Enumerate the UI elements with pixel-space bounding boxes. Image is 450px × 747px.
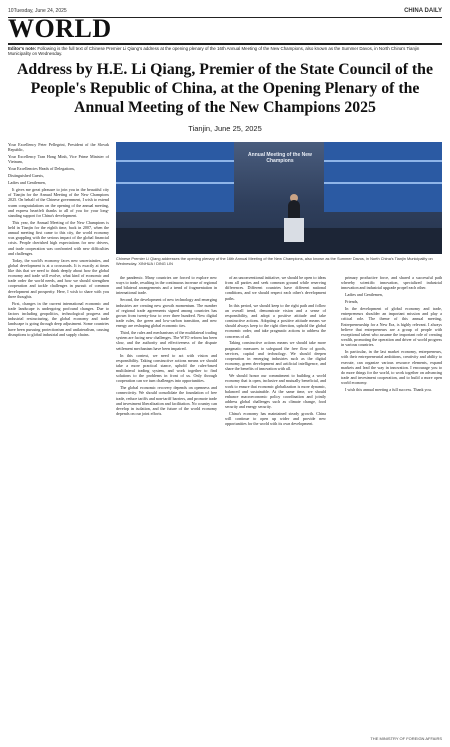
paragraph: In particular, in the last market economy, entrepreneurs, with their entrepreneurial ambitions, creativity and ability to execute, can organize various resource elements, expand markets and lead the way in innovation. I encourage you to do more things for the world, to work together on advancing trade and investment cooperation, and to build a more open world economy. <box>341 349 442 386</box>
paragraph: The global economic recovery depends on openness and connectivity. We should consolidate the foundation of free trade, reduce tariffs and non-tariff barriers, and promote trade and investment liberalization and facilitation. No country can develop in isolation, and the future of the world economy depends on our joint efforts. <box>116 385 217 417</box>
stage-floor <box>116 228 442 254</box>
column-left <box>8 142 109 740</box>
photo-caption: Chinese Premier Li Qiang addresses the opening plenary of the 16th Annual Meeting of the New Champions, also known as the Summer Davos, in North China's Tianjin Municipality on Wednesday. XINHUA / DING LIN <box>116 256 433 266</box>
paragraph: Today, the world's economy faces new uncertainties, and global development is at a crossroads. It is exactly at times like this that we need to think deeply about how the global economy and trade will evolve, what kind of economic and trade order the world needs, and how we should strengthen cooperation and tackle challenges in pursuit of common development and prosperity. Here, I wish to share with you three thoughts. <box>8 257 109 299</box>
paragraph: Ladies and Gentlemen, <box>345 292 383 298</box>
paragraph: Your Excellency Peter Pellegrini, President of the Slovak Republic, <box>8 142 109 153</box>
paragraph: the pandemic. Many countries are forced to explore new ways to trade, resulting in the continuous increase of regional and bilateral arrangements and a trend of fragmentation in international trade. <box>116 275 217 296</box>
paragraph: First, changes in the current international economic and trade landscape is undergoing profound changes. Due to factors including geopolitics, technological progress and industrial restructuring, the global economy and trade landscape is going through deep adjustment. Some countries have been pursuing protectionism and unilateralism, causing disruptions to global industrial and supply chains. <box>8 300 109 337</box>
paragraph: Third, the rules and mechanisms of the multilateral trading system are facing new challenges. The WTO reform has been slow, and the authority and effectiveness of the dispute settlement mechanism have been impaired. <box>116 330 217 351</box>
speech-photo <box>116 142 442 254</box>
paragraph: Your Excellency Tran Hong Minh, Vice Prime Minister of Vietnam, <box>8 154 109 165</box>
article-headline: Address by H.E. Li Qiang, Premier of the State Council of the People's Republic of China, at the Opening Plenary of the Annual Meeting of the New Champions 2025 <box>17 61 433 116</box>
paragraph: In this period, we should keep to the right path and follow an overall trend, demonstrate vision and a sense of responsibility, and adopt a positive attitude and take constructive actions. Adopting a positive attitude means we should always keep to the right direction, uphold the global economic order, and take pragmatic actions to address the concerns of all. <box>225 302 326 339</box>
paragraph: of an unconventional initiative, we should be open to ideas from all parties and seek common ground while reserving differences. Different countries have different national conditions, and we should respect each other's development paths. <box>225 275 326 301</box>
paragraph: We should honor our commitment to building a world economy that is open, inclusive and mutually beneficial, and work to ensure that economic globalization is more dynamic, balanced and sustainable. At the same time, we should enhance macroeconomic policy coordination and jointly address global challenges such as climate change, food security and energy security. <box>225 373 326 410</box>
source-credit: THE MINISTRY OF FOREIGN AFFAIRS <box>370 736 442 741</box>
editors-note-label: Editor's note: <box>8 46 37 51</box>
paragraph: Distinguished Guests, <box>8 173 44 179</box>
paragraph: Taking constructive actions means we should take more pragmatic measures to safeguard the free flow of goods, services, capital and technology. We should deepen cooperation in emerging industries such as the digital economy, green development and artificial intelligence, and share the benefits of innovation with all. <box>225 340 326 372</box>
paragraph: In the development of global economy and trade, entrepreneurs shoulder an important mission and play a critical role. The theme of this annual meeting, Entrepreneurship for a New Era, is highly relevant. I always believe that entrepreneurs are a group of people with exceptional talent who assume the important role of creating wealth, promoting the operation and driver of world progress in various countries. <box>341 306 442 348</box>
paragraph: China's economy has maintained steady growth. China will continue to open up wider and provide new opportunities for the world with its own development. <box>225 411 326 427</box>
section-title: WORLD <box>8 14 112 43</box>
paragraph: primary productive force, and shared a successful path whereby scientific innovation, specialized industrial innovation and industrial upgrade propel each other. <box>341 275 442 291</box>
newspaper-brand: CHINA DAILY <box>404 8 442 14</box>
stage-screen-left <box>116 142 234 212</box>
podium <box>284 218 304 242</box>
paragraph: Second, the development of new technology and emerging industries are creating new growth momentum. The number of regional trade agreements signed among countries has grown from twenty-four to over three hundred. New digital trade rules, the green and low-carbon transition, and new energy are reshaping global economic ties. <box>116 297 217 329</box>
paragraph: Friends, <box>345 299 359 305</box>
article-dateline: Tianjin, June 25, 2025 <box>188 124 262 133</box>
paragraph: Your Excellencies Heads of Delegations, <box>8 166 75 172</box>
paragraph: I wish this annual meeting a full success. Thank you. <box>345 387 432 393</box>
section-rule <box>8 43 442 45</box>
stage-screen-right <box>324 142 442 212</box>
editors-note-text: Following is the full text of Chinese Premier Li Qiang's address at the opening plenary of the 16th Annual Meeting of the New Champions, also known as the Summer Davos, in North China's Tianjin Municipality on Wednesday. <box>8 46 420 57</box>
page-number: 10 <box>8 8 14 14</box>
column-2 <box>116 275 217 741</box>
paragraph: Ladies and Gentlemen, <box>8 180 46 186</box>
screen-text: Annual Meeting of the New Champions <box>248 152 312 164</box>
column-4 <box>341 275 442 741</box>
issue-date: Tuesday, June 24, 2025 <box>13 8 67 14</box>
paragraph: In this context, we need to act with vision and responsibility. Taking constructive actions means we should take a more practical stance, uphold the rules-based multilateral trading system, and work together to find solutions to the problems in front of us. Only through cooperation can we turn challenges into opportunities. <box>116 352 217 384</box>
editors-note <box>8 46 442 57</box>
paragraph: It gives me great pleasure to join you in the beautiful city of Tianjin for the Annual Meeting of the New Champions 2025. On behalf of the Chinese government, I wish to extend warm congratulations on the opening of the annual meeting, and express heartfelt thanks to all of you for your long-standing support for China's development. <box>8 187 109 218</box>
paragraph: This year, the Annual Meeting of the New Champions is held in Tianjin for the eighth time, back in 2007, when the annual meeting first came to this city, the world economy was grappling with the serious impact of the global financial crisis. People cherished high expectations for new drivers, and trade cooperation was confronted with new difficulties and challenges. <box>8 219 109 256</box>
column-3 <box>225 275 326 741</box>
